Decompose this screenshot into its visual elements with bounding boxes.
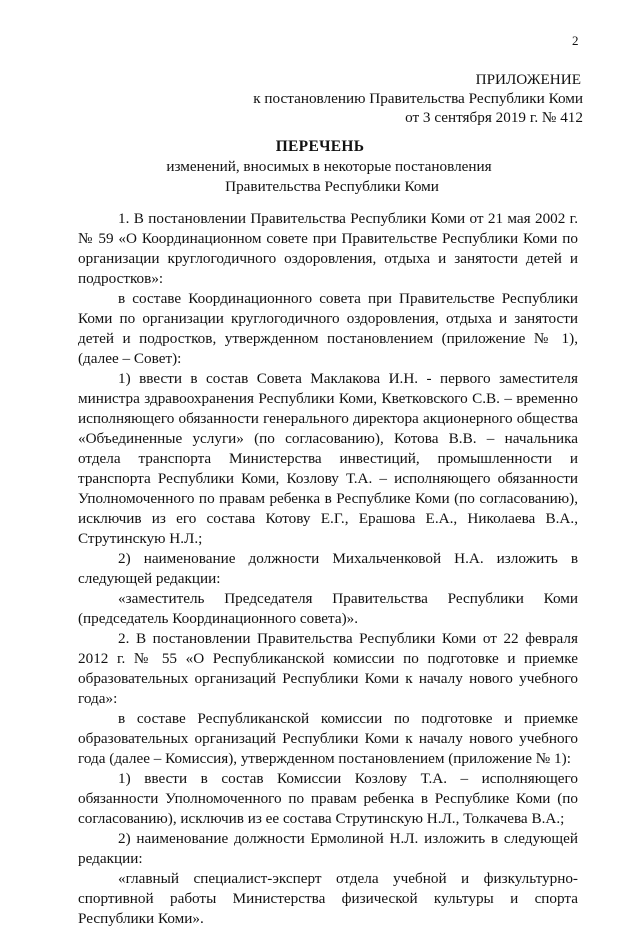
appendix-date: от 3 сентября 2019 г. № 412 <box>405 109 583 126</box>
document-body <box>78 209 578 929</box>
subtitle-line-1: изменений, вносимых в некоторые постановления <box>166 158 492 175</box>
document-subtitle <box>0 157 640 196</box>
subtitle-line-2: Правительства Республики Коми <box>225 177 439 195</box>
paragraph-2: в составе Координационного совета при Правительстве Республики Коми по организации круглогодичного оздоровления, отдыха и занятости детей и подростков, утвержденном постановлением (приложение № 1), (далее – Совет): <box>78 290 578 367</box>
paragraph-9: 2) наименование должности Ермолиной Н.Л. изложить в следующей редакции: <box>78 830 578 867</box>
appendix-header <box>253 70 583 127</box>
paragraph-1: 1. В постановлении Правительства Республики Коми от 21 мая 2002 г. № 59 «О Координационном совете при Правительстве Республики Коми по организации круглогодичного оздоровления, отдыха и занятости детей и подростков»: <box>78 210 578 287</box>
paragraph-10: «главный специалист-эксперт отдела учебной и физкультурно-спортивной работы Министерства физической культуры и спорта Республики Коми». <box>78 870 578 927</box>
appendix-to: к постановлению Правительства Республики Коми <box>253 90 583 107</box>
paragraph-7: в составе Республиканской комиссии по подготовке и приемке образовательных организаций Республики Коми к началу нового учебного года (далее – Комиссия), утвержденном постановлением (приложение № 1): <box>78 710 578 767</box>
page-number: 2 <box>572 33 579 48</box>
paragraph-5: «заместитель Председателя Правительства Республики Коми (председатель Координационного совета)». <box>78 590 578 627</box>
appendix-label: ПРИЛОЖЕНИЕ <box>475 71 581 88</box>
paragraph-3: 1) ввести в состав Совета Маклакова И.Н. - первого заместителя министра здравоохранения Республики Коми, Кветковского С.В. – временно исполняющего обязанности генерального директора акционерного общества «Объединенные услуги» (по согласованию), Котова В.В. – начальника отдела транспорта Министерства инвестиций, промышленности и транспорта Республики Коми, Козлову Т.А. – исполняющего обязанности Уполномоченного по правам ребенка в Республике Коми (по согласованию), исключив из его состава Котову Е.Г., Ерашова Е.А., Николаева В.А., Струтинскую Н.Л.; <box>78 370 578 547</box>
paragraph-6: 2. В постановлении Правительства Республики Коми от 22 февраля 2012 г. № 55 «О Республиканской комиссии по подготовке и приемке образовательных организаций Республики Коми к началу нового учебного года»: <box>78 630 578 707</box>
paragraph-4: 2) наименование должности Михальченковой Н.А. изложить в следующей редакции: <box>78 550 578 587</box>
document-title: ПЕРЕЧЕНЬ <box>275 138 365 155</box>
paragraph-8: 1) ввести в состав Комиссии Козлову Т.А. – исполняющего обязанности Уполномоченного по правам ребенка в Республике Коми (по согласованию), исключив из ее состава Струтинскую Н.Л., Толкачева В.А.; <box>78 770 578 827</box>
